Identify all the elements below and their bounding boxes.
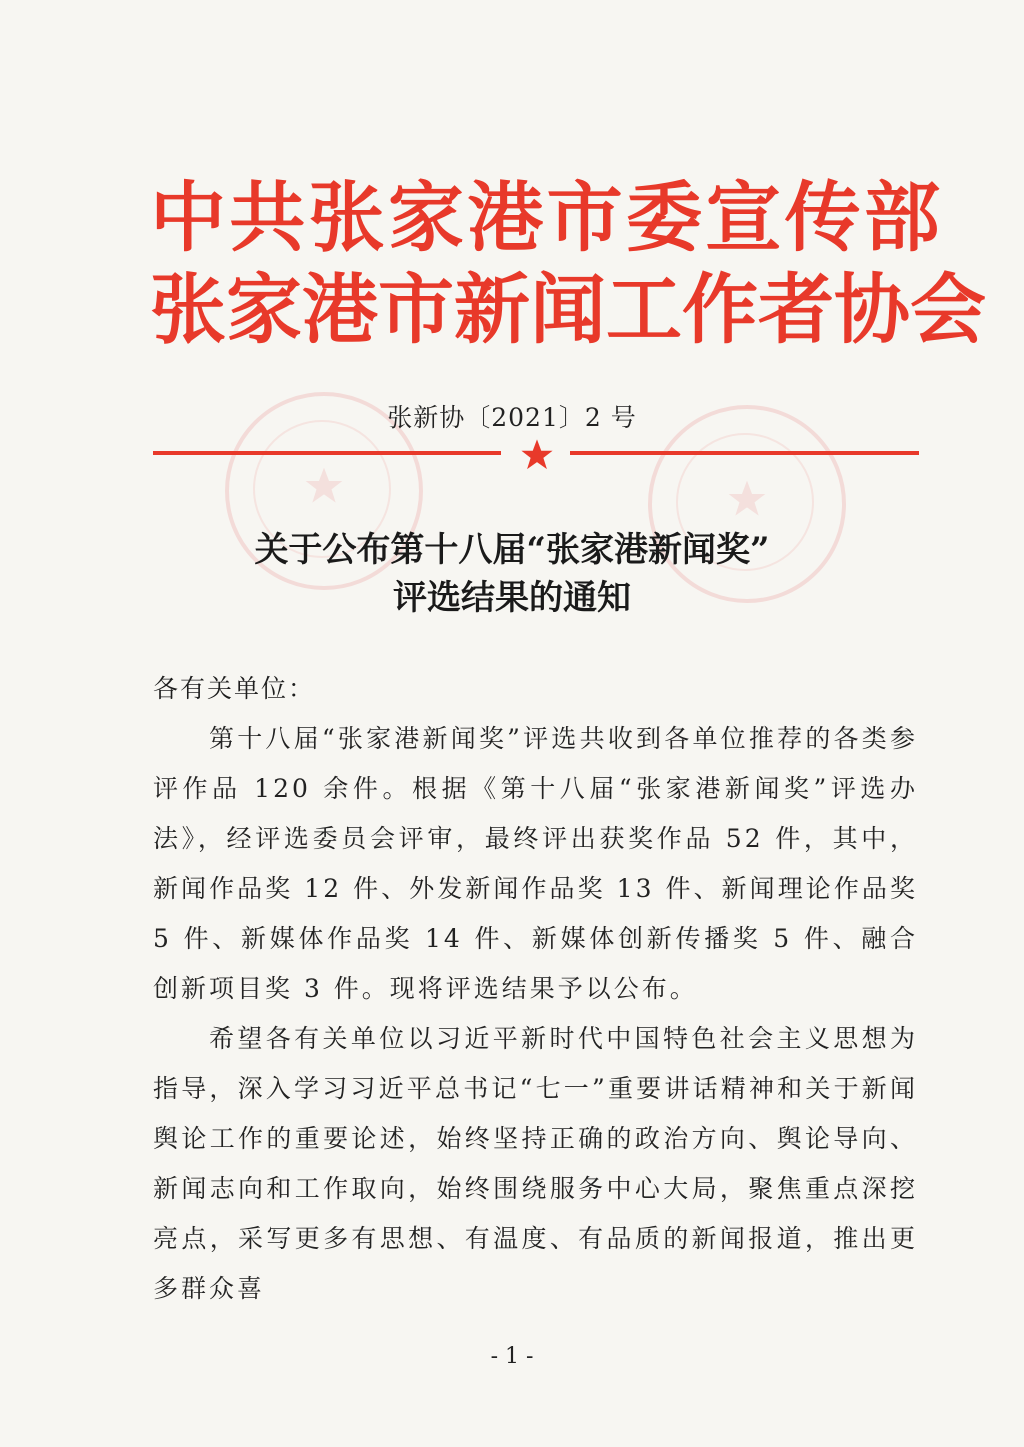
- header-char: 港: [467, 173, 544, 262]
- body-paragraph: 希望各有关单位以习近平新时代中国特色社会主义思想为指导，深入学习习近平总书记“七一”重要讲话精神和关于新闻舆论工作的重要论述，始终坚持正确的政治方向、舆论导向、新闻志向和工作取向，始终围绕服务中心大局，聚焦重点深挖亮点，采写更多有思想、有温度、有品质的新闻报道，推出更多群众喜: [153, 1024, 918, 1303]
- header-char: 工: [606, 265, 682, 354]
- page-number: - 1 -: [490, 1344, 534, 1369]
- header-char: 者: [758, 265, 834, 354]
- header-char: 张: [308, 173, 385, 262]
- salutation: 各有关单位：: [153, 674, 316, 703]
- header-char: 家: [226, 265, 302, 354]
- document-number: 张新协〔2021〕2 号: [387, 403, 637, 432]
- header-char: 张: [150, 265, 226, 354]
- notice-title-line-2: 评选结果的通知: [393, 578, 631, 618]
- notice-title-line-1: 关于公布第十八届“张家港新闻奖”: [254, 530, 770, 570]
- header-char: 传: [784, 173, 861, 262]
- header-char: 委: [625, 173, 702, 262]
- header-char: 宣: [705, 173, 782, 262]
- red-star-icon: [520, 438, 554, 472]
- header-char: 新: [454, 265, 530, 354]
- header-char: 港: [302, 265, 378, 354]
- header-char: 市: [378, 265, 454, 354]
- header-char: 协: [834, 265, 910, 354]
- header-issuer-1: [150, 170, 940, 266]
- header-issuer-2: [150, 262, 986, 358]
- header-char: 中: [150, 173, 226, 262]
- red-divider-left: [153, 451, 501, 455]
- header-char: 作: [682, 265, 758, 354]
- header-char: 会: [910, 265, 986, 354]
- body-paragraph: 第十八届“张家港新闻奖”评选共收到各单位推荐的各类参评作品 120 余件。根据《第十八届“张家港新闻奖”评选办法》，经评选委员会评审，最终评出获奖作品 52 件，其中，新闻作品奖 12 件、外发新闻作品奖 13 件、新闻理论作品奖 5 件、新媒体作品奖 14 件、新媒体创新传播奖 5 件、融合创新项目奖 3 件。现将评选结果予以公布。: [153, 724, 918, 1003]
- header-char: 闻: [530, 265, 606, 354]
- header-char: 共: [229, 173, 306, 262]
- header-char: 部: [863, 173, 940, 262]
- red-divider-right: [570, 451, 919, 455]
- header-char: 市: [546, 173, 623, 262]
- header-char: 家: [387, 173, 464, 262]
